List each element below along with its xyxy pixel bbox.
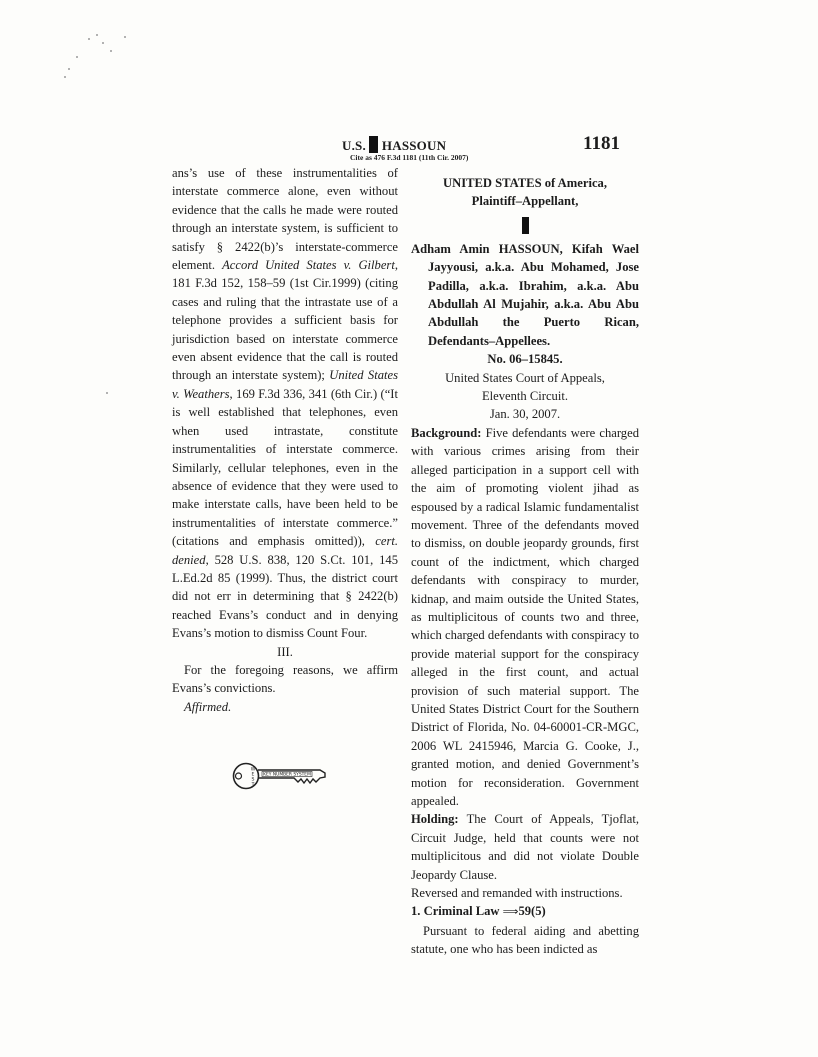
plaintiff-name: UNITED STATES of America, — [443, 176, 607, 190]
seal-letter: S — [251, 777, 255, 783]
court-name: United States Court of Appeals, — [445, 370, 605, 385]
section-heading: III. — [277, 644, 293, 659]
running-header — [330, 136, 530, 162]
seal-letter: W — [250, 767, 256, 773]
running-head-parties — [330, 136, 530, 154]
opinion-continuation: ans’s use of these instrumentalities of interstate commerce alone, even without evidence that the calls he made were routed through an interstate system, is sufficient to satisfy § 2422(b)’s interstate-commerce element. Accord United States v. Gilbert, 181 F.3d 152, 158–59 (1st Cir.1999) (citing cases and ruling that the intrastate use of a telephone provides a sufficient basis for jurisdiction based on interstate commerce even absent evidence that the call is routed through an interstate system); United States v. Weathers, 169 F.3d 336, 341 (6th Cir.) (“It is well established that telephones, even when used intrastate, constitute instrumentalities of interstate commerce. Similarly, cellular telephones, even in the absence of evidence that they were used to make interstate calls, have been held to be instrumentalities of interstate commerce.” (citations and emphasis omitted)), cert. denied, 528 U.S. 838, 120 S.Ct. 101, 145 L.Ed.2d 85 (1999). Thus, the district court did not err in determining that § 2422(b) reached Evans’s conduct and in denying Evans’s motion to dismiss Count Four. — [172, 166, 398, 641]
left-column — [172, 164, 398, 716]
headnote-heading — [411, 902, 639, 921]
decision-date: Jan. 30, 2007. — [489, 407, 561, 422]
docket-number: No. 06–15845. — [487, 352, 563, 367]
background-paragraph — [411, 424, 639, 811]
holding-text: The Court of Appeals, Tjoflat, Circuit Judge, held that counts were not multiplicitous and did not violate Double Jeopardy Clause. — [411, 812, 639, 882]
headnote-text: Pursuant to federal aiding and abetting statute, one who has been indicted as — [411, 923, 639, 957]
redaction-mark — [369, 136, 378, 153]
holding-label: Holding: — [411, 812, 459, 827]
background-text: Five defendants were charged with various crimes arising from their alleged participation in a support cell with the aim of promoting violent jihad as espoused by a radical Islamic fundamentalist movement. Three of the defendants moved to dismiss, on double jeopardy grounds, first count of the indictment, which charged defendants with conspiracy to murder, kidnap, and maim outside the United States, as multiplicitous of counts two and three, which charged defendants with conspiracy to provide material support for the conspiracy alleged in the first count, and actual provision of such material support. The United States District Court for the Southern District of Florida, No. 04-60001-CR-MGC, 2006 WL 2415946, Marcia G. Cooke, J., granted motion, and denied Government’s motion for reconsideration. Government appealed. — [411, 425, 639, 808]
key-icon — [232, 761, 332, 791]
headnote-key: 59(5) — [518, 904, 546, 919]
header-left-party: U.S. — [342, 138, 366, 153]
disposition-affirmed: Affirmed. — [184, 699, 232, 714]
conclusion-paragraph: For the foregoing reasons, we affirm Evans’s convictions. — [172, 662, 398, 696]
defendants-list: Adham Amin HASSOUN, Kifah Wael Jayyousi, a.k.a. Abu Mohamed, Jose Padilla, a.k.a. Ibrahim, a.k.a. Abu Abdullah Al Mujahir, a.k.a. Abu Abu Abdullah the Puerto Rican, Defendants–Appellees. — [411, 241, 639, 348]
plaintiff-role: Plaintiff–Appellant, — [471, 194, 579, 209]
right-column — [411, 174, 639, 959]
cite-line: Cite as 476 F.3d 1181 (11th Cir. 2007) — [350, 153, 469, 162]
key-symbol-icon: ⟹ — [502, 905, 519, 919]
key-number-logo — [232, 761, 332, 791]
page-number: 1181 — [583, 133, 620, 154]
background-label: Background: — [411, 425, 482, 440]
holding-paragraph — [411, 810, 639, 884]
logo-text: KEY NUMBER SYSTEM — [263, 772, 311, 778]
disposition-reversed: Reversed and remanded with instructions. — [411, 886, 623, 901]
header-right-party: HASSOUN — [381, 138, 447, 153]
redaction-mark — [522, 217, 529, 234]
headnote-label: 1. Criminal Law — [411, 904, 500, 919]
seal-letter: E — [251, 772, 255, 778]
court-circuit: Eleventh Circuit. — [481, 389, 569, 404]
seal-letter: T — [251, 782, 255, 788]
